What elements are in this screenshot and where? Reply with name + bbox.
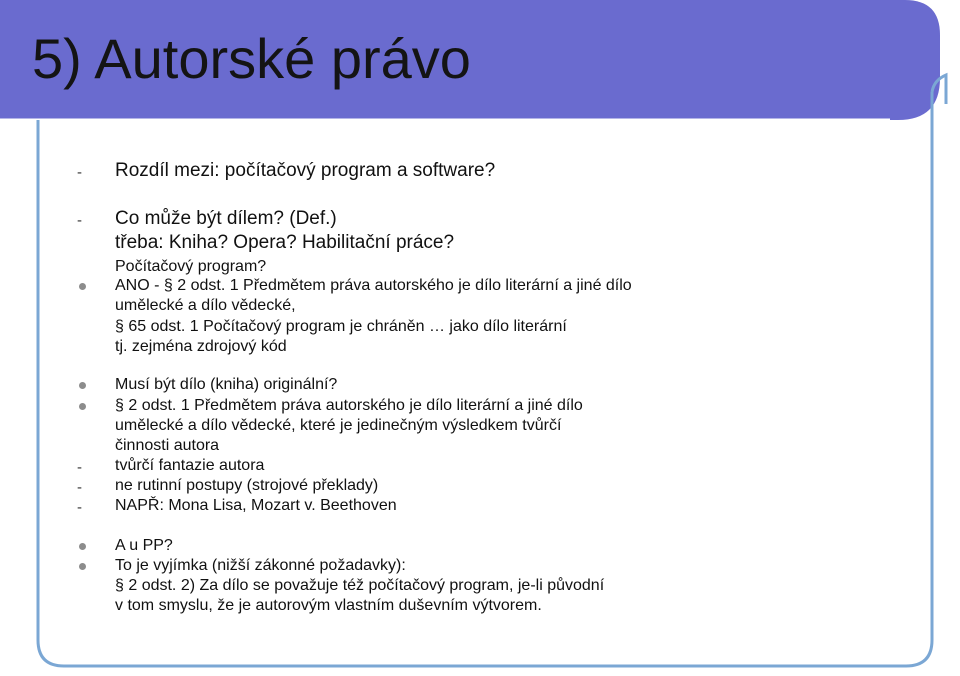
dash-marker: -	[77, 212, 82, 229]
dash-marker: -	[77, 459, 82, 476]
list-item	[115, 437, 219, 455]
list-item	[115, 258, 266, 276]
line-text: umělecké a dílo vědecké,	[115, 297, 296, 314]
list-item	[77, 497, 397, 516]
list-item	[77, 457, 265, 476]
list-item	[115, 557, 406, 575]
line-text: v tom smyslu, že je autorovým vlastním duševním výtvorem.	[115, 597, 542, 614]
line-text: třeba: Kniha? Opera? Habilitační práce?	[115, 232, 455, 253]
line-text: § 65 odst. 1 Počítačový program je chráněn … jako dílo literární	[115, 318, 567, 335]
line-text: § 2 odst. 1 Předmětem práva autorského je dílo literární a jiné dílo	[115, 397, 583, 414]
line-text: A u PP?	[115, 537, 173, 554]
list-item	[115, 417, 561, 435]
list-item	[77, 208, 337, 230]
list-item	[115, 597, 542, 615]
line-text: Počítačový program?	[115, 258, 267, 275]
line-text: Musí být dílo (kniha) originální?	[115, 376, 338, 393]
list-item	[115, 397, 583, 415]
dash-marker: -	[77, 499, 82, 516]
bullet-marker	[79, 543, 86, 550]
line-text: umělecké a dílo vědecké, které je jedinečným výsledkem tvůrčí	[115, 417, 562, 434]
list-item	[115, 537, 173, 555]
dash-marker: -	[77, 164, 82, 181]
bullet-marker	[79, 403, 86, 410]
line-text: To je vyjímka (nižší zákonné požadavky):	[115, 557, 406, 574]
line-text: tvůrčí fantazie autora	[115, 457, 265, 474]
line-text: ANO - § 2 odst. 1 Předmětem práva autorského je dílo literární a jiné dílo	[115, 277, 632, 294]
bullet-marker	[79, 563, 86, 570]
list-item	[77, 160, 496, 182]
line-text: NAPŘ: Mona Lisa, Mozart v. Beethoven	[115, 497, 397, 514]
bullet-marker	[79, 382, 86, 389]
list-item	[77, 477, 379, 496]
dash-marker: -	[77, 479, 82, 496]
list-item	[115, 338, 287, 356]
line-text: tj. zejména zdrojový kód	[115, 338, 287, 355]
line-text: § 2 odst. 2) Za dílo se považuje též počítačový program, je-li původní	[115, 577, 605, 594]
list-item	[115, 318, 567, 336]
line-text: ne rutinní postupy (strojové překlady)	[115, 477, 379, 494]
page-title: 5) Autorské právo	[32, 27, 471, 90]
list-item	[115, 232, 454, 254]
line-text: Co může být dílem? (Def.)	[115, 208, 337, 229]
list-item	[115, 376, 337, 394]
list-item	[115, 577, 604, 595]
bullet-marker	[79, 283, 86, 290]
list-item	[115, 297, 296, 315]
line-text: činnosti autora	[115, 437, 220, 454]
line-text: Rozdíl mezi: počítačový program a software?	[115, 160, 496, 181]
list-item	[115, 277, 632, 295]
